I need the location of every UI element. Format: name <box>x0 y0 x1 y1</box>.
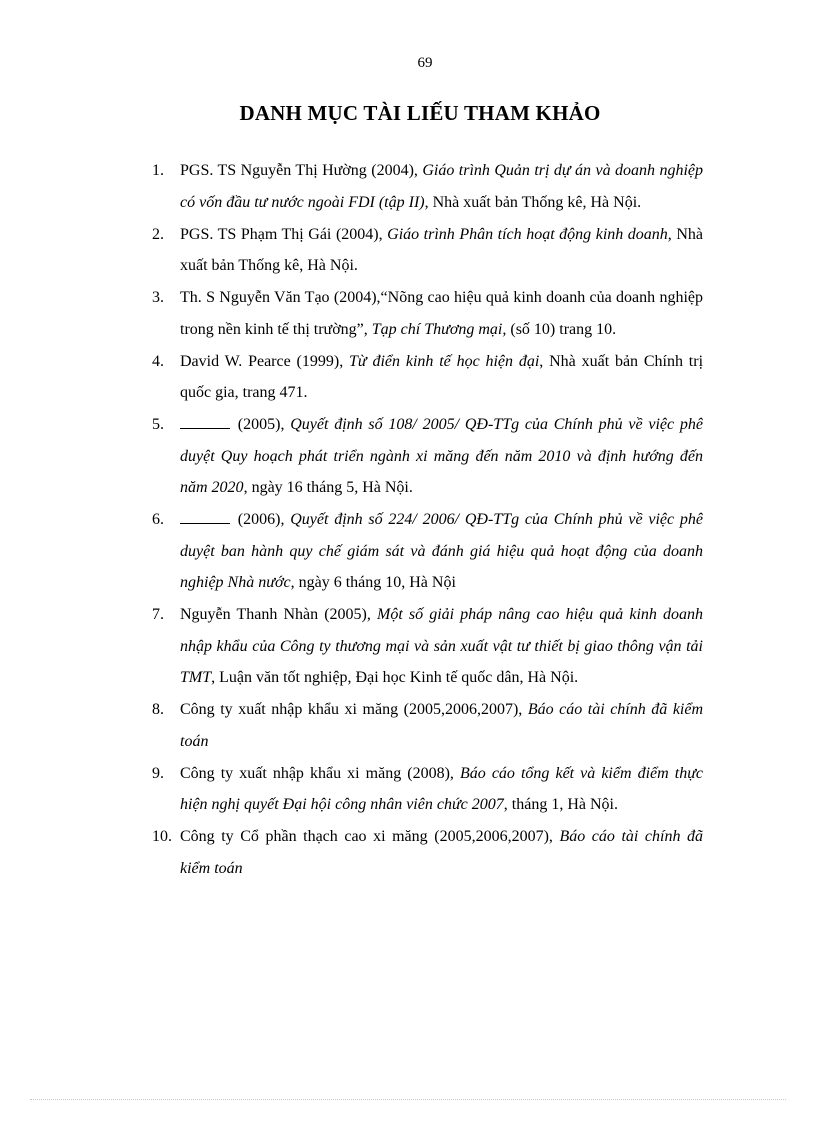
reference-number: 4. <box>152 352 164 370</box>
reference-title: Giáo trình Phân tích hoạt động kinh doanh, <box>387 225 672 243</box>
reference-text <box>180 282 703 345</box>
reference-item <box>152 346 703 409</box>
reference-text <box>180 219 703 282</box>
reference-year: (2006), <box>237 511 285 528</box>
reference-year: (2005,2006,2007), <box>434 828 553 845</box>
reference-year: (2004), <box>371 162 418 179</box>
reference-item <box>152 599 703 694</box>
reference-item <box>152 821 703 884</box>
reference-year: (2005), <box>237 416 285 433</box>
author-blank-line <box>180 414 230 429</box>
reference-text <box>180 155 703 218</box>
reference-title: Báo cáo tài chính đã kiểm toán <box>180 701 704 750</box>
reference-text <box>180 599 703 694</box>
reference-item <box>152 409 703 504</box>
reference-article-title: “Nõng cao hiệu quả kinh doanh của doanh nghiệp trong nền kinh tế thị trường”, <box>180 289 704 338</box>
reference-year: (2004), <box>335 225 383 243</box>
reference-number: 8. <box>152 701 164 718</box>
reference-publisher: , ngày 6 tháng 10, Hà Nội <box>290 574 456 591</box>
reference-number: 3. <box>152 289 164 306</box>
reference-title: Báo cáo tổng kết và kiểm điểm thực hiện nghị quyết Đại hội công nhân viên chức 2007 <box>180 764 704 813</box>
author-blank-line <box>180 509 230 524</box>
reference-author: David W. Pearce <box>180 352 291 370</box>
reference-item <box>152 504 703 599</box>
reference-author: Nguyễn Thanh Nhàn <box>180 606 319 623</box>
reference-year: (2005), <box>324 606 371 623</box>
reference-title: Báo cáo tài chính đã kiểm toán <box>180 828 704 877</box>
reference-publisher: , ngày 16 tháng 5, Hà Nội. <box>243 479 413 496</box>
reference-title: Giáo trình Quản trị dự án và doanh nghiệp có vốn đầu tư nước ngoài FDI (tập II) <box>180 162 704 211</box>
reference-publisher: , Luận văn tốt nghiệp, Đại học Kinh tế quốc dân, Hà Nội. <box>211 669 579 686</box>
reference-publisher: , Nhà xuất bản Thống kê, Hà Nội. <box>424 193 642 211</box>
page-number: 69 <box>417 55 433 71</box>
reference-text <box>180 409 703 504</box>
reference-publisher: (số 10) trang 10. <box>506 320 617 338</box>
reference-author: Công ty xuất nhập khẩu xi măng <box>180 764 402 782</box>
reference-number: 6. <box>152 511 164 528</box>
reference-item <box>152 282 703 345</box>
reference-author: Công ty Cổ phần thạch cao xi măng <box>180 828 428 845</box>
reference-text <box>180 694 703 757</box>
reference-list <box>152 155 703 885</box>
reference-title: Từ điển kinh tế học hiện đại <box>349 352 540 370</box>
reference-author: Th. S Nguyễn Văn Tạo <box>180 289 330 306</box>
page-bottom-divider <box>30 1099 786 1100</box>
reference-publisher: Nhà xuất bản Thống kê, Hà Nội. <box>180 225 704 274</box>
reference-author: PGS. TS Phạm Thị Gái <box>180 225 332 243</box>
reference-item <box>152 758 703 821</box>
reference-publisher: , Nhà xuất bản Chính trị quốc gia, trang 471. <box>180 352 704 401</box>
reference-author: PGS. TS Nguyễn Thị Hường <box>180 162 367 179</box>
reference-text <box>180 758 703 821</box>
reference-item <box>152 219 703 282</box>
reference-title: Quyết định số 224/ 2006/ QĐ-TTg của Chính phủ về việc phê duyệt ban hành quy chế giám sát và đánh giá hiệu quả hoạt động của doanh nghiệp Nhà nước <box>180 511 704 591</box>
reference-number: 2. <box>152 225 164 243</box>
reference-number: 9. <box>152 764 164 782</box>
reference-text <box>180 821 703 884</box>
reference-number: 10. <box>152 828 172 845</box>
reference-year: (2004), <box>333 289 381 306</box>
reference-title: Một số giải pháp nâng cao hiệu quả kinh doanh nhập khẩu của Công ty thương mại và sản xuất vật tư thiết bị giao thông vận tải TMT <box>180 606 704 686</box>
reference-number: 5. <box>152 416 164 433</box>
reference-number: 1. <box>152 162 164 179</box>
reference-author: Công ty xuất nhập khẩu xi măng <box>180 701 399 718</box>
reference-item <box>152 694 703 757</box>
reference-number: 7. <box>152 606 164 623</box>
reference-year: (2005,2006,2007), <box>403 701 523 718</box>
reference-publisher: , tháng 1, Hà Nội. <box>503 796 618 813</box>
reference-title: Tạp chí Thương mại, <box>371 320 507 338</box>
reference-year: (1999), <box>296 352 344 370</box>
reference-title: Quyết định số 108/ 2005/ QĐ-TTg của Chính phủ về việc phê duyệt Quy hoạch phát triển ngành xi măng đến năm 2010 và định hướng đến năm 2020 <box>180 416 704 496</box>
reference-year: (2008), <box>407 764 454 782</box>
reference-text <box>180 346 703 409</box>
reference-item <box>152 155 703 218</box>
reference-text <box>180 504 703 599</box>
page-title: DANH MỤC TÀI LIẾU THAM KHẢO <box>239 101 601 125</box>
